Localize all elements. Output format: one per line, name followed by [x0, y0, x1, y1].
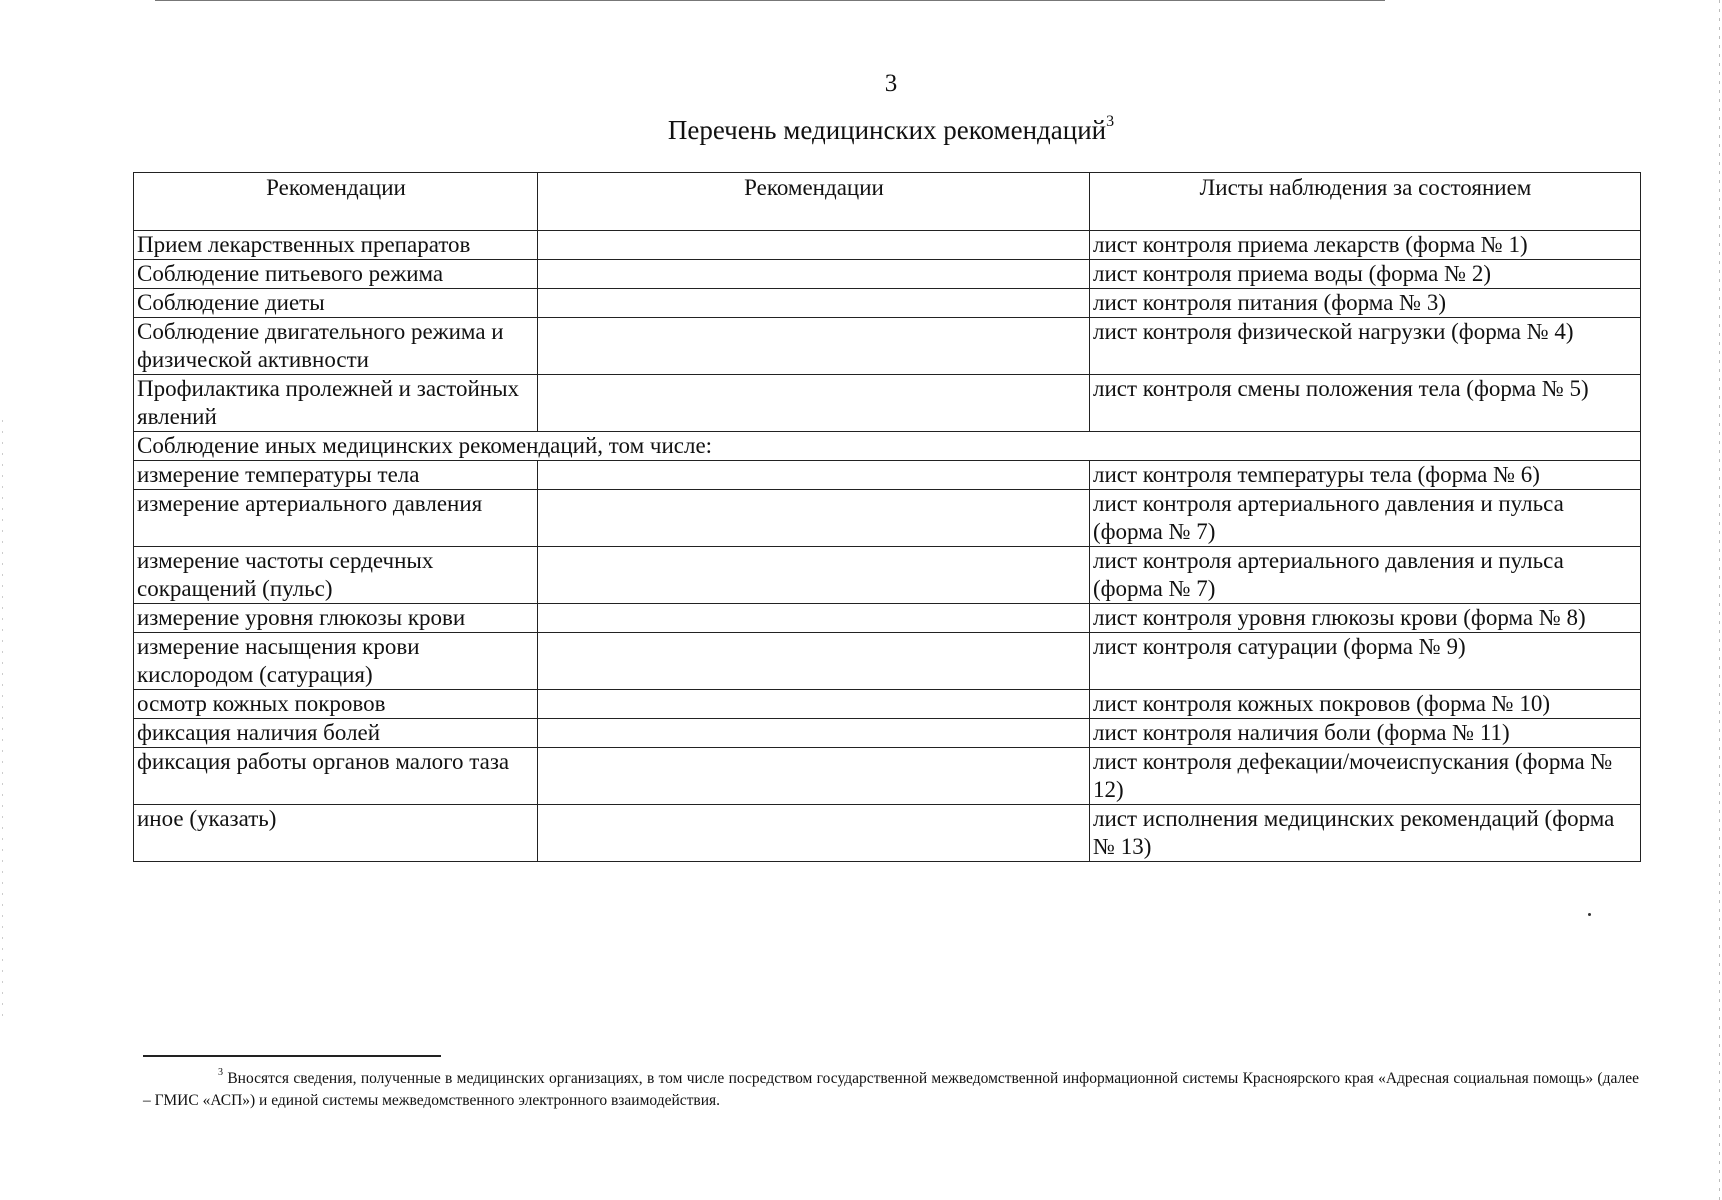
cell-recommendation: фиксация наличия болей — [134, 719, 538, 748]
table-row — [134, 490, 1641, 547]
cell-observation-sheet: лист контроля уровня глюкозы крови (форма № 8) — [1090, 604, 1641, 633]
cell-recommendation: Профилактика пролежней и застойных явлений — [134, 375, 538, 432]
cell-detail — [538, 231, 1090, 260]
cell-detail — [538, 490, 1090, 547]
table-row — [134, 231, 1641, 260]
cell-detail — [538, 547, 1090, 604]
table-row — [134, 318, 1641, 375]
cell-observation-sheet: лист контроля артериального давления и пульса (форма № 7) — [1090, 547, 1641, 604]
table-row — [134, 748, 1641, 805]
cell-recommendation: фиксация работы органов малого таза — [134, 748, 538, 805]
header-recommendations-detail: Рекомендации — [538, 173, 1090, 231]
cell-recommendation: Соблюдение диеты — [134, 289, 538, 318]
cell-recommendation: измерение частоты сердечных сокращений (пульс) — [134, 547, 538, 604]
footnote-separator — [143, 1055, 441, 1057]
cell-detail — [538, 805, 1090, 862]
cell-recommendation: осмотр кожных покровов — [134, 690, 538, 719]
cell-recommendation: измерение температуры тела — [134, 461, 538, 490]
table-row — [134, 805, 1641, 862]
scan-stray-dot — [1588, 913, 1591, 916]
cell-detail — [538, 719, 1090, 748]
footnote — [143, 1064, 1639, 1112]
footnote-mark: 3 — [218, 1067, 223, 1078]
title-footnote-mark: 3 — [1106, 113, 1115, 130]
cell-recommendation: Соблюдение двигательного режима и физической активности — [134, 318, 538, 375]
table-row — [134, 633, 1641, 690]
cell-recommendation: измерение уровня глюкозы крови — [134, 604, 538, 633]
table-row — [134, 690, 1641, 719]
cell-detail — [538, 260, 1090, 289]
cell-observation-sheet: лист контроля артериального давления и пульса (форма № 7) — [1090, 490, 1641, 547]
document-title-text: Перечень медицинских рекомендаций — [667, 115, 1107, 145]
cell-recommendation: измерение насыщения крови кислородом (сатурация) — [134, 633, 538, 690]
document-title — [0, 115, 1722, 146]
table-row — [134, 375, 1641, 432]
scan-left-edge — [2, 420, 3, 1020]
cell-detail — [538, 461, 1090, 490]
cell-detail — [538, 375, 1090, 432]
cell-recommendation: Прием лекарственных препаратов — [134, 231, 538, 260]
cell-detail — [538, 748, 1090, 805]
recommendations-table — [133, 172, 1641, 862]
cell-recommendation: Соблюдение питьевого режима — [134, 260, 538, 289]
cell-observation-sheet: лист контроля наличия боли (форма № 11) — [1090, 719, 1641, 748]
cell-observation-sheet: лист контроля температуры тела (форма № 6) — [1090, 461, 1641, 490]
section-header-cell: Соблюдение иных медицинских рекомендаций, том числе: — [134, 432, 1641, 461]
table-body — [134, 231, 1641, 862]
page-number: 3 — [884, 70, 898, 97]
cell-observation-sheet: лист контроля дефекации/мочеиспускания (форма № 12) — [1090, 748, 1641, 805]
cell-recommendation: измерение артериального давления — [134, 490, 538, 547]
cell-observation-sheet: лист контроля физической нагрузки (форма № 4) — [1090, 318, 1641, 375]
header-observation-sheets: Листы наблюдения за состоянием — [1090, 173, 1641, 231]
table-row — [134, 604, 1641, 633]
cell-observation-sheet: лист контроля приема воды (форма № 2) — [1090, 260, 1641, 289]
cell-detail — [538, 633, 1090, 690]
table-row — [134, 461, 1641, 490]
cell-observation-sheet: лист контроля приема лекарств (форма № 1) — [1090, 231, 1641, 260]
table-row — [134, 547, 1641, 604]
cell-observation-sheet: лист контроля смены положения тела (форма № 5) — [1090, 375, 1641, 432]
cell-observation-sheet: лист контроля питания (форма № 3) — [1090, 289, 1641, 318]
table-header-row — [134, 173, 1641, 231]
table-row — [134, 719, 1641, 748]
table-row — [134, 289, 1641, 318]
cell-recommendation: иное (указать) — [134, 805, 538, 862]
cell-detail — [538, 690, 1090, 719]
cell-detail — [538, 289, 1090, 318]
table-section-row — [134, 432, 1641, 461]
cell-observation-sheet: лист исполнения медицинских рекомендаций (форма № 13) — [1090, 805, 1641, 862]
scan-top-edge-line — [155, 0, 1385, 1]
cell-detail — [538, 318, 1090, 375]
table-row — [134, 260, 1641, 289]
scan-right-edge — [1719, 0, 1720, 1200]
header-recommendations: Рекомендации — [134, 173, 538, 231]
cell-detail — [538, 604, 1090, 633]
cell-observation-sheet: лист контроля сатурации (форма № 9) — [1090, 633, 1641, 690]
cell-observation-sheet: лист контроля кожных покровов (форма № 10) — [1090, 690, 1641, 719]
footnote-text: Вносятся сведения, полученные в медицинских организациях, в том числе посредством государственной межведомственной информационной системы Красноярского края «Адресная социальная помощь» (далее – ГМИС «АСП») и единой системы межведомственного электронного взаимодействия. — [143, 1070, 1639, 1110]
